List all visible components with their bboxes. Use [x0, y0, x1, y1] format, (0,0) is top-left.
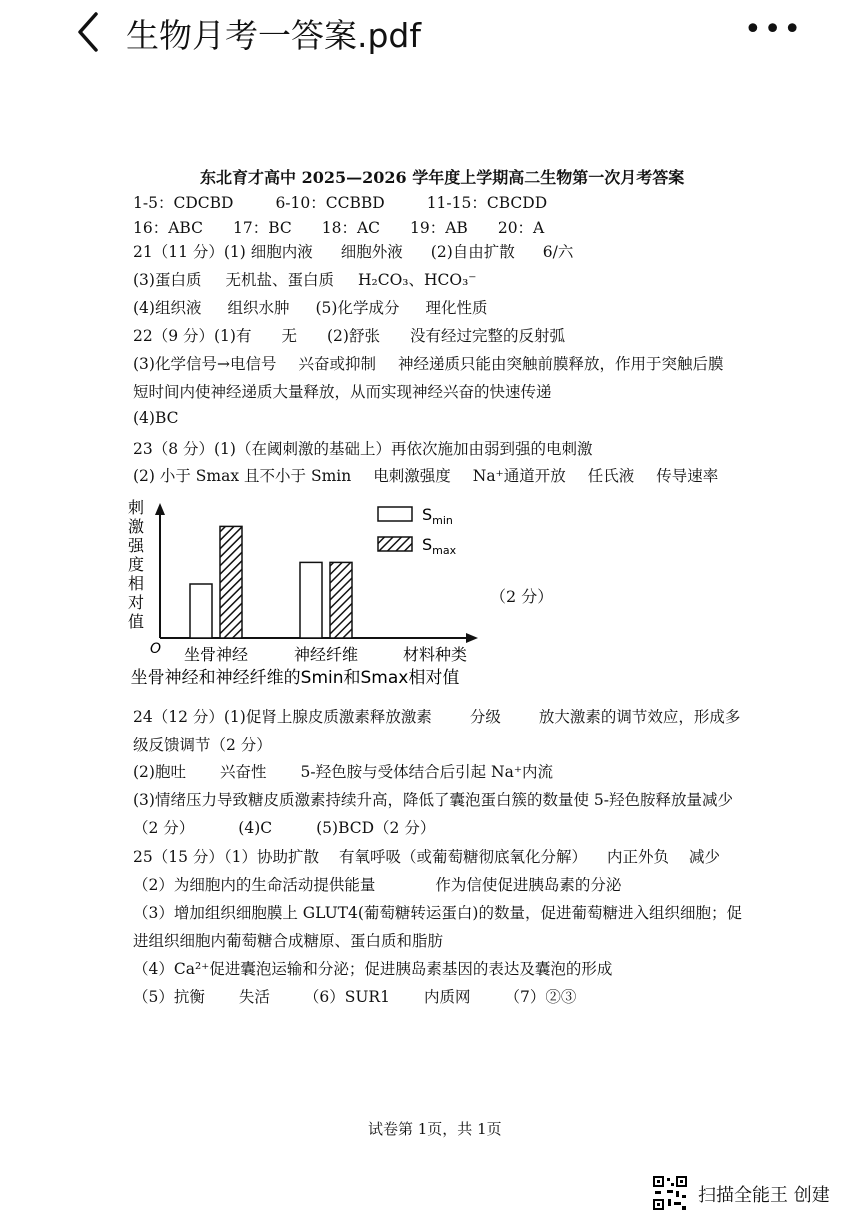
answer-segment: (4)组织液 [133, 299, 202, 317]
answer-segment: (2)自由扩散 [430, 243, 515, 261]
answer-segment: 17：BC [232, 219, 292, 237]
y-axis-label-char: 度 [127, 555, 145, 574]
scanner-label: 扫描全能王 创建 [698, 1185, 830, 1206]
answer-line [133, 380, 552, 402]
answer-segment: (3)蛋白质 [133, 271, 202, 289]
answer-segment: 分级 [469, 708, 501, 726]
answer-segment: 神经递质只能由突触前膜释放，作用于突触后膜 [397, 355, 724, 373]
document-heading: 东北育才高中 2025—2026 学年度上学期高二生物第一次月考答案 [200, 168, 685, 187]
answer-segment: 电刺激强度 [373, 467, 451, 485]
y-axis-label-char: 对 [127, 593, 145, 612]
answer-segment: 作为信使促进胰岛素的分泌 [435, 876, 622, 894]
legend-swatch-smax [378, 537, 412, 551]
x-tick-label: 坐骨神经 [183, 645, 249, 664]
answer-segment: 5-羟色胺与受体结合后引起 Na⁺内流 [300, 763, 553, 781]
answer-segment: (5)化学成分 [315, 299, 400, 317]
page-footer: 试卷第 1页，共 1页 [368, 1120, 502, 1138]
answer-segment: 兴奋或抑制 [298, 355, 376, 373]
document-title: 生物月考一答案.pdf [126, 16, 422, 55]
answer-segment: 理化性质 [425, 299, 488, 317]
answer-segment: 21（11 分）(1) 细胞内液 [133, 243, 313, 261]
more-button[interactable] [744, 12, 804, 48]
answer-segment: 24（12 分）(1)促肾上腺皮质激素释放激素 [133, 708, 432, 726]
answer-segment: (3)化学信号→电信号 [133, 355, 277, 373]
legend-swatch-smin [378, 507, 412, 521]
x-tick-label: 神经纤维 [293, 645, 359, 664]
answer-segment: 11-15：CBCDD [426, 194, 548, 212]
answer-segment: 有氧呼吸（或葡萄糖彻底氧化分解） [339, 848, 588, 866]
bar-smax-0 [220, 526, 242, 638]
bar-smin-0 [190, 584, 212, 638]
answer-segment: （3）增加组织细胞膜上 GLUT4(葡萄糖转运蛋白)的数量，促进葡萄糖进入组织细胞；促 [133, 904, 742, 922]
answer-segment: (2)胞吐 [133, 763, 186, 781]
answer-segment: 6/六 [542, 243, 574, 261]
answer-segment: （7）②③ [504, 988, 577, 1006]
answer-segment: 任氏液 [587, 467, 635, 485]
answer-line [133, 240, 573, 262]
answer-line [133, 760, 553, 782]
chevron-left-icon [72, 10, 108, 54]
x-axis-label: 材料种类 [402, 645, 468, 664]
answer-segment: 级反馈调节（2 分） [133, 736, 272, 754]
answer-segment: 内正外负 [607, 848, 670, 866]
answer-line [133, 296, 487, 318]
answer-segment: 失活 [238, 988, 270, 1006]
answer-line [133, 216, 544, 238]
answer-segment: 放大激素的调节效应，形成多 [538, 708, 741, 726]
answer-line [133, 191, 547, 213]
answer-line [133, 788, 733, 810]
answer-segment: (3)情绪压力导致糖皮质激素持续升高，降低了囊泡蛋白簇的数量使 5-羟色胺释放量减少 [133, 791, 733, 809]
y-axis-label-char: 激 [127, 517, 145, 536]
answer-segment: (2)舒张 [326, 327, 380, 345]
answer-line [133, 437, 592, 459]
answer-segment: (5)BCD（2 分） [316, 819, 436, 837]
answer-line [133, 985, 576, 1007]
app-header [0, 0, 867, 70]
answer-line [133, 873, 621, 895]
y-axis-label-char: 相 [127, 574, 145, 593]
y-axis-label-char: 值 [127, 612, 145, 631]
answer-line [133, 705, 740, 727]
answer-segment: Na⁺通道开放 [472, 467, 566, 485]
answer-line [133, 324, 565, 346]
answer-segment: 内质网 [423, 988, 471, 1006]
more-horizontal-icon: ••• [744, 12, 804, 47]
answer-segment: 1-5：CDCBD [133, 194, 234, 212]
answer-segment: （2）为细胞内的生命活动提供能量 [133, 876, 376, 894]
bar-smax-1 [330, 562, 352, 638]
chart-score-note: （2 分） [490, 587, 554, 606]
answer-line [133, 352, 723, 374]
answer-segment: （6）SUR1 [303, 988, 390, 1006]
answer-segment: 细胞外液 [340, 243, 403, 261]
answer-segment: 25（15 分）（1）协助扩散 [133, 848, 319, 866]
y-axis-arrow [155, 503, 165, 515]
answer-line [133, 901, 742, 923]
origin-label: O [150, 641, 162, 657]
answer-segment: 20：A [497, 219, 545, 237]
answer-segment: 短时间内使神经递质大量释放，从而实现神经兴奋的快速传递 [133, 383, 552, 401]
answer-line [133, 929, 443, 951]
answer-segment: 传导速率 [656, 467, 719, 485]
answer-segment: 23（8 分）(1)（在阈刺激的基础上）再依次施加由弱到强的电刺激 [133, 440, 593, 458]
x-axis-arrow [466, 633, 478, 643]
bar-smin-1 [300, 562, 322, 638]
legend-label-smin: $S_{min}$ [422, 505, 453, 527]
answer-line [133, 957, 612, 979]
answer-segment: 22（9 分）(1)有 [133, 327, 252, 345]
answer-segment: （5）抗衡 [133, 988, 205, 1006]
legend-label-smax: $S_{max}$ [422, 535, 457, 557]
answer-line [133, 464, 718, 486]
answer-segment: 16：ABC [133, 219, 203, 237]
answer-segment: 无机盐、蛋白质 [225, 271, 334, 289]
answer-segment: (2) 小于 Smax 且不小于 Smin [133, 467, 352, 485]
answer-segment: 无 [281, 327, 297, 345]
answer-segment: (4)C [238, 819, 273, 837]
answer-segment: 没有经过完整的反射弧 [409, 327, 565, 345]
answer-segment: 18：AC [321, 219, 381, 237]
answer-line [133, 409, 179, 427]
answer-segment: 6-10：CCBBD [275, 194, 385, 212]
answer-line [133, 733, 272, 755]
chart-title: 坐骨神经和神经纤维的Smin和Smax相对值 [130, 668, 460, 688]
answer-segment: 组织水肿 [227, 299, 290, 317]
answer-segment: 19：AB [410, 219, 468, 237]
answer-segment: 兴奋性 [219, 763, 267, 781]
answer-line [133, 268, 476, 290]
answer-line [133, 845, 720, 867]
answer-segment: 进组织细胞内葡萄糖合成糖原、蛋白质和脂肪 [133, 932, 444, 950]
answer-segment: （2 分） [133, 819, 195, 837]
answer-segment: H₂CO₃、HCO₃⁻ [357, 271, 477, 289]
y-axis-label-char: 刺 [127, 498, 145, 517]
answer-line [133, 816, 435, 838]
answer-segment: 减少 [689, 848, 721, 866]
answer-segment: (4)BC [133, 409, 179, 427]
answer-segment: （4）Ca²⁺促进囊泡运输和分泌；促进胰岛素基因的表达及囊泡的形成 [133, 960, 613, 978]
bar-chart [120, 495, 480, 695]
y-axis-label-char: 强 [127, 536, 145, 555]
back-button[interactable] [72, 10, 108, 54]
qr-code-icon [652, 1175, 688, 1211]
